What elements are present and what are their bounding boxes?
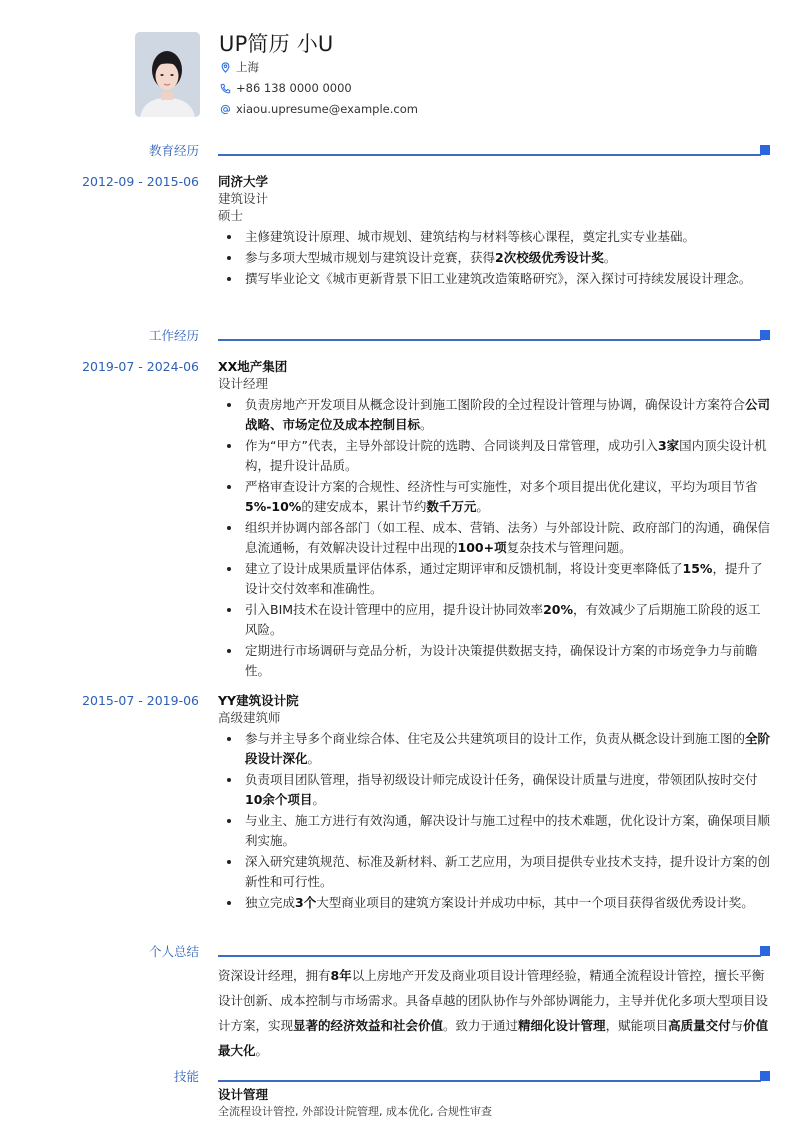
text-run: 。: [420, 417, 433, 432]
highlight-text: 精细化设计管理: [518, 1018, 606, 1033]
major: 建筑设计: [218, 191, 269, 206]
text-run: 独立完成: [245, 895, 296, 910]
highlight-text: 价值最大化: [218, 1018, 769, 1058]
section-title: 工作经历: [148, 328, 199, 343]
text-run: 复杂技术与管理问题。: [506, 540, 632, 555]
section-divider: [218, 1080, 761, 1082]
section-marker: [760, 1071, 770, 1081]
portrait-icon: [135, 32, 200, 117]
section-title: 技能: [173, 1069, 199, 1084]
highlight-text: 3个: [295, 895, 317, 910]
text-run: ，提升了设计交付效率和准确性。: [245, 561, 763, 596]
section-skills-header: [0, 1067, 799, 1087]
candidate-name: UP简历 小U: [219, 32, 334, 56]
bullet-item: [218, 600, 771, 640]
section-marker: [760, 946, 770, 956]
text-run: 撰写毕业论文《城市更新背景下旧工业建筑改造策略研究》，深入探讨可持续发展设计理念。: [245, 271, 752, 286]
section-title: 教育经历: [148, 143, 199, 158]
text-run: 。: [603, 250, 617, 265]
bullet-item: [218, 852, 771, 892]
bullet-item: [218, 518, 771, 558]
section-work-header: [0, 326, 799, 346]
highlight-text: 8年: [330, 968, 352, 983]
job-title: 设计经理: [218, 376, 269, 391]
highlight-text: 20%: [543, 602, 573, 617]
bullet-list: [218, 227, 771, 289]
bullet-item: [218, 248, 771, 268]
contact-phone: [219, 78, 418, 98]
bullet-item: [218, 770, 771, 810]
school-name: 同济大学: [218, 174, 269, 189]
text-run: 以上房地产开发及商业项目设计管理经验，精通全流程设计管控，擅长平衡设计创新、成本控制与市场需求。具备卓越的团队协作与外部协调能力，主导并优化多项大型项目设计方案，实现: [218, 968, 769, 1033]
skill-name: 设计管理: [218, 1087, 269, 1102]
highlight-text: 数千万元: [426, 499, 477, 514]
section-title: 个人总结: [148, 944, 199, 959]
bullet-list: [218, 395, 771, 681]
skill-keywords: 全流程设计管控, 外部设计院管理, 成本优化, 合规性审查: [218, 1105, 492, 1118]
phone-text: +86 138 0000 0000: [236, 81, 352, 95]
text-run: 。致力于通过: [443, 1018, 519, 1033]
degree: 硕士: [218, 208, 244, 223]
highlight-text: 2次校级优秀设计奖: [495, 250, 604, 265]
at-sign-icon: [219, 103, 231, 115]
highlight-text: 15%: [682, 561, 713, 576]
text-run: 建立了设计成果质量评估体系，通过定期评审和反馈机制，将设计变更率降低了: [245, 561, 683, 576]
highlight-text: 高质量交付: [668, 1018, 731, 1033]
text-run: 引入BIM技术在设计管理中的应用，提升设计协同效率: [245, 602, 544, 617]
highlight-text: 100+项: [457, 540, 507, 555]
profile-photo: [135, 32, 200, 117]
bullet-item: [218, 436, 771, 476]
text-run: 主修建筑设计原理、城市规划、建筑结构与材料等核心课程，奠定扎实专业基础。: [245, 229, 696, 244]
text-run: ，有效减少了后期施工阶段的返工风险。: [245, 602, 761, 637]
bullet-item: [218, 477, 771, 517]
phone-icon: [219, 82, 231, 94]
bullet-item: [218, 227, 771, 247]
contact-email: [219, 99, 418, 119]
section-education-header: [0, 141, 799, 161]
text-run: 定期进行市场调研与竞品分析，为设计决策提供数据支持，确保设计方案的市场竞争力与前瞻性。: [245, 643, 758, 678]
highlight-text: 全阶段设计深化: [245, 731, 771, 766]
text-run: ，赋能项目: [605, 1018, 669, 1033]
highlight-text: 公司战略、市场定位及成本控制目标: [245, 397, 771, 432]
entry-date: 2012-09 - 2015-06: [82, 174, 199, 189]
text-run: 。: [476, 499, 489, 514]
text-run: 大型商业项目的建筑方案设计并成功中标，其中一个项目获得省级优秀设计奖。: [316, 895, 754, 910]
text-run: 国内顶尖设计机构，提升设计品质。: [245, 438, 767, 473]
bullet-item: [218, 269, 771, 289]
highlight-text: 5%-10%: [245, 499, 302, 514]
bullet-item: [218, 641, 771, 681]
section-marker: [760, 145, 770, 155]
bullet-list: [218, 729, 771, 913]
highlight-text: 显著的经济效益和社会价值: [293, 1018, 444, 1033]
resume-header: [135, 32, 418, 119]
highlight-text: 10余个项目: [245, 792, 313, 807]
section-marker: [760, 330, 770, 340]
company-name: YY建筑设计院: [218, 693, 299, 708]
map-pin-icon: [219, 61, 231, 73]
section-divider: [218, 339, 761, 341]
bullet-item: [218, 811, 771, 851]
bullet-item: [218, 395, 771, 435]
text-run: 组织并协调内部各部门（如工程、成本、营销、法务）与外部设计院、政府部门的沟通，确保信息流通畅，有效解决设计过程中出现的: [245, 520, 771, 555]
bullet-item: [218, 893, 771, 913]
section-divider: [218, 154, 761, 156]
entry-date: 2015-07 - 2019-06: [82, 693, 199, 708]
text-run: 负责房地产开发项目从概念设计到施工图阶段的全过程设计管理与协调，确保设计方案符合: [245, 397, 746, 412]
text-run: 的建安成本，累计节约: [301, 499, 427, 514]
text-run: 深入研究建筑规范、标准及新材料、新工艺应用，为项目提供专业技术支持，提升设计方案的创新性和可行性。: [245, 854, 771, 889]
text-run: 负责项目团队管理，指导初级设计师完成设计任务，确保设计质量与进度，带领团队按时交付: [245, 772, 758, 787]
text-run: 严格审查设计方案的合规性、经济性与可实施性，对多个项目提出优化建议，平均为项目节省: [245, 479, 758, 494]
company-name: XX地产集团: [218, 359, 288, 374]
entry-date: 2019-07 - 2024-06: [82, 359, 199, 374]
bullet-item: [218, 729, 771, 769]
section-summary-header: [0, 942, 799, 962]
summary-text: [218, 963, 771, 1063]
text-run: 参与多项大型城市规划与建筑设计竞赛，获得: [245, 250, 496, 265]
text-run: 资深设计经理，拥有: [218, 968, 331, 983]
email-text: xiaou.upresume@example.com: [236, 102, 418, 116]
text-run: 参与并主导多个商业综合体、住宅及公共建筑项目的设计工作，负责从概念设计到施工图的: [245, 731, 746, 746]
bullet-item: [218, 559, 771, 599]
text-run: 。: [255, 1043, 269, 1058]
section-divider: [218, 955, 761, 957]
text-run: 。: [307, 751, 321, 766]
text-run: 。: [312, 792, 325, 807]
location-text: 上海: [236, 60, 259, 74]
text-run: 作为“甲方”代表，主导外部设计院的选聘、合同谈判及日常管理，成功引入: [245, 438, 658, 453]
text-run: 与业主、施工方进行有效沟通，解决设计与施工过程中的技术难题，优化设计方案，确保项目顺利实施。: [245, 813, 771, 848]
text-run: 与: [730, 1018, 744, 1033]
contact-location: [219, 57, 418, 77]
job-title: 高级建筑师: [218, 710, 281, 725]
highlight-text: 3家: [657, 438, 680, 453]
